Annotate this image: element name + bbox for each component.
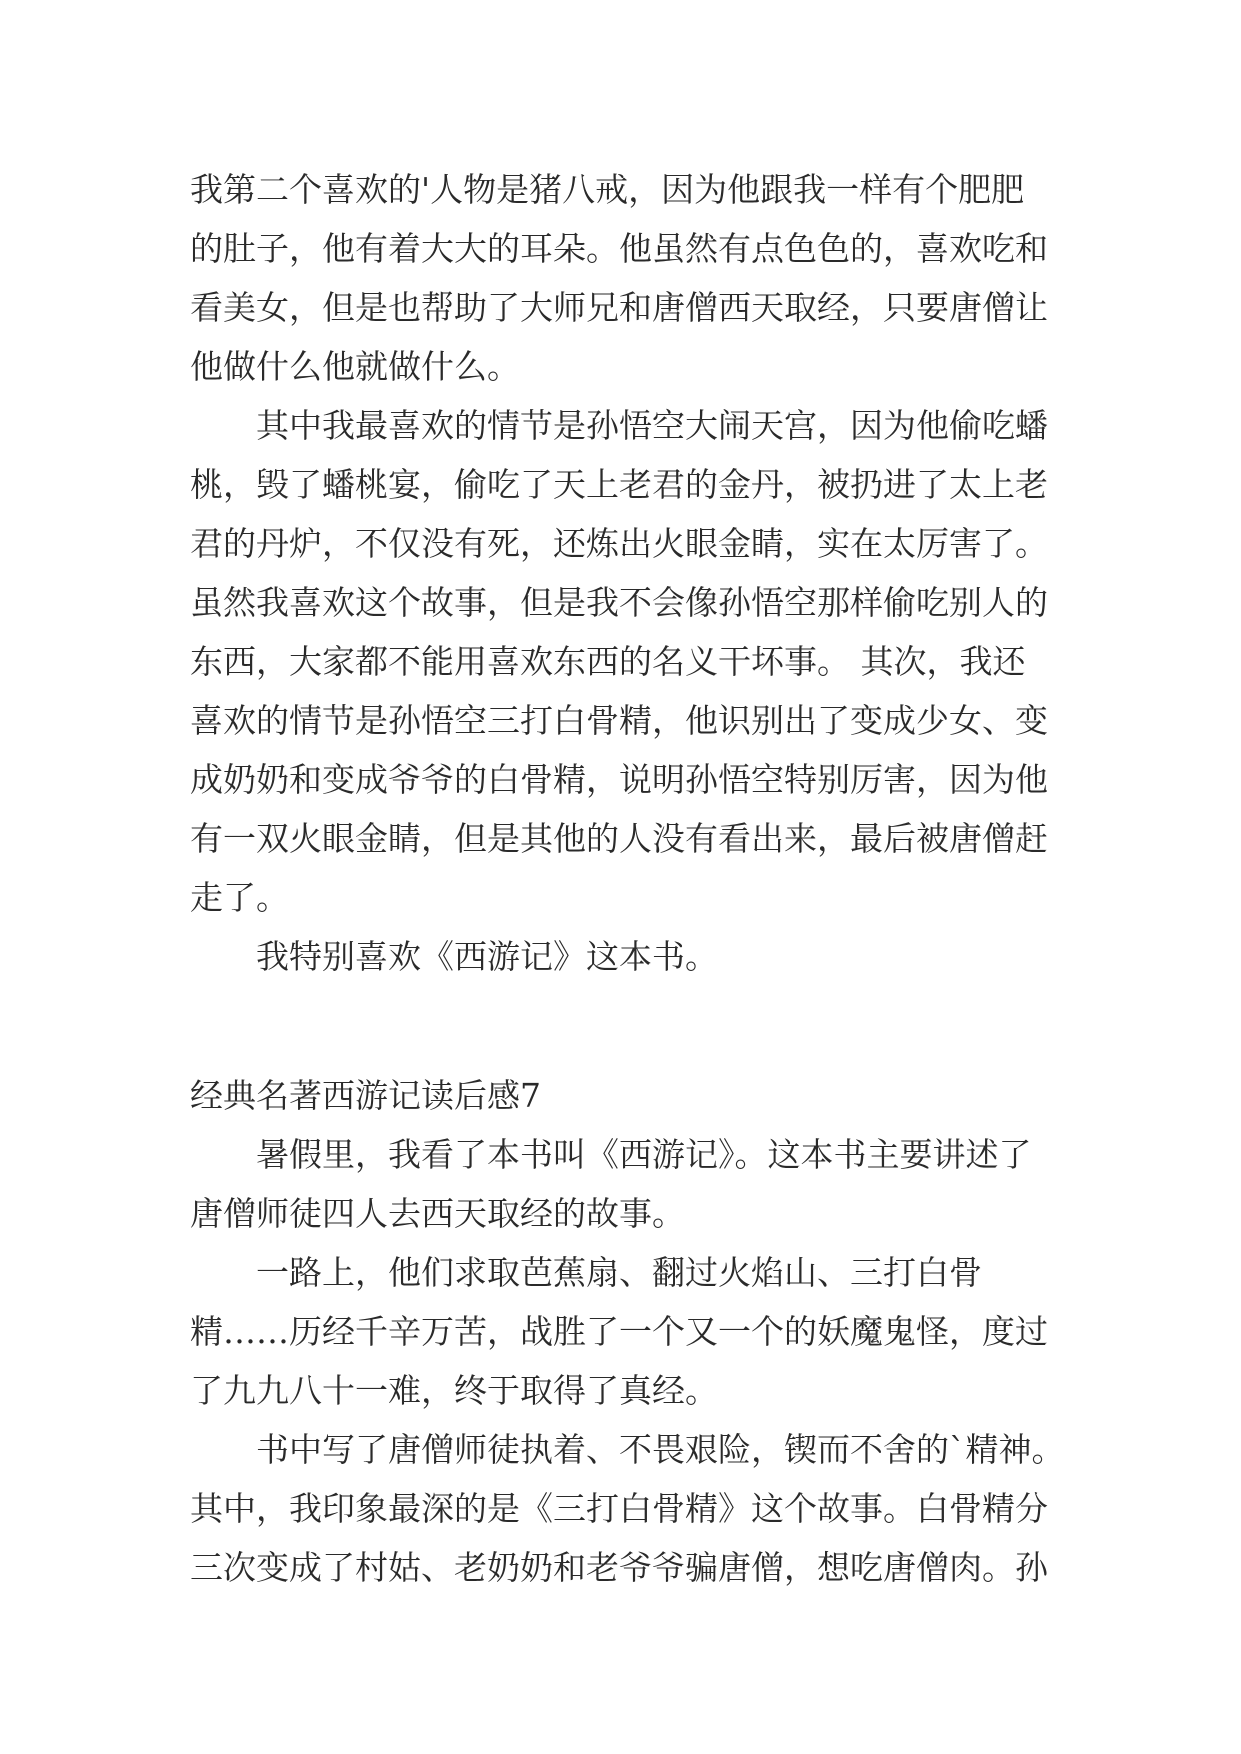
text-line: 走了。 [190,878,289,917]
text-line: 书中写了唐僧师徒执着、不畏艰险，锲而不舍的`精神。 [256,1430,1065,1469]
text-line: 成奶奶和变成爷爷的白骨精，说明孙悟空特别厉害，因为他 [190,760,1048,799]
paragraph [190,1243,1070,1420]
text-line: 其中，我印象最深的是《三打白骨精》这个故事。白骨精分 [190,1489,1048,1528]
paragraph [190,160,1070,396]
paragraph [190,396,1070,927]
text-line: 君的丹炉，不仅没有死，还炼出火眼金睛，实在太厉害了。 [190,524,1048,563]
section-spacer [190,986,1070,1066]
text-line: 的肚子，他有着大大的耳朵。他虽然有点色色的，喜欢吃和 [190,229,1048,268]
text-line: 桃，毁了蟠桃宴，偷吃了天上老君的金丹，被扔进了太上老 [190,465,1048,504]
text-line: 有一双火眼金睛，但是其他的人没有看出来，最后被唐僧赶 [190,819,1048,858]
text-line: 其中我最喜欢的情节是孙悟空大闹天宫，因为他偷吃蟠 [256,406,1048,445]
text-line: 了九九八十一难，终于取得了真经。 [190,1371,718,1410]
text-line: 虽然我喜欢这个故事，但是我不会像孙悟空那样偷吃别人的 [190,583,1048,622]
text-line: 精……历经千辛万苦，战胜了一个又一个的妖魔鬼怪，度过 [190,1312,1048,1351]
paragraph [190,927,1070,986]
paragraph [190,1125,1070,1243]
text-line: 我特别喜欢《西游记》这本书。 [256,937,718,976]
text-line: 喜欢的情节是孙悟空三打白骨精，他识别出了变成少女、变 [190,701,1048,740]
text-line: 他做什么他就做什么。 [190,347,520,386]
text-line: 看美女，但是也帮助了大师兄和唐僧西天取经，只要唐僧让 [190,288,1048,327]
text-line: 唐僧师徒四人去西天取经的故事。 [190,1194,685,1233]
text-line: 暑假里，我看了本书叫《西游记》。这本书主要讲述了 [256,1135,1032,1174]
text-line: 我第二个喜欢的'人物是猪八戒，因为他跟我一样有个肥肥 [190,170,1025,209]
text-line: 东西，大家都不能用喜欢东西的名义干坏事。 其次，我还 [190,642,1026,681]
text-line: 一路上，他们求取芭蕉扇、翻过火焰山、三打白骨 [256,1253,982,1292]
section-title: 经典名著西游记读后感7 [190,1076,541,1115]
paragraph [190,1420,1070,1597]
text-line: 三次变成了村姑、老奶奶和老爷爷骗唐僧，想吃唐僧肉。孙 [190,1548,1048,1587]
document-body [190,160,1070,1597]
